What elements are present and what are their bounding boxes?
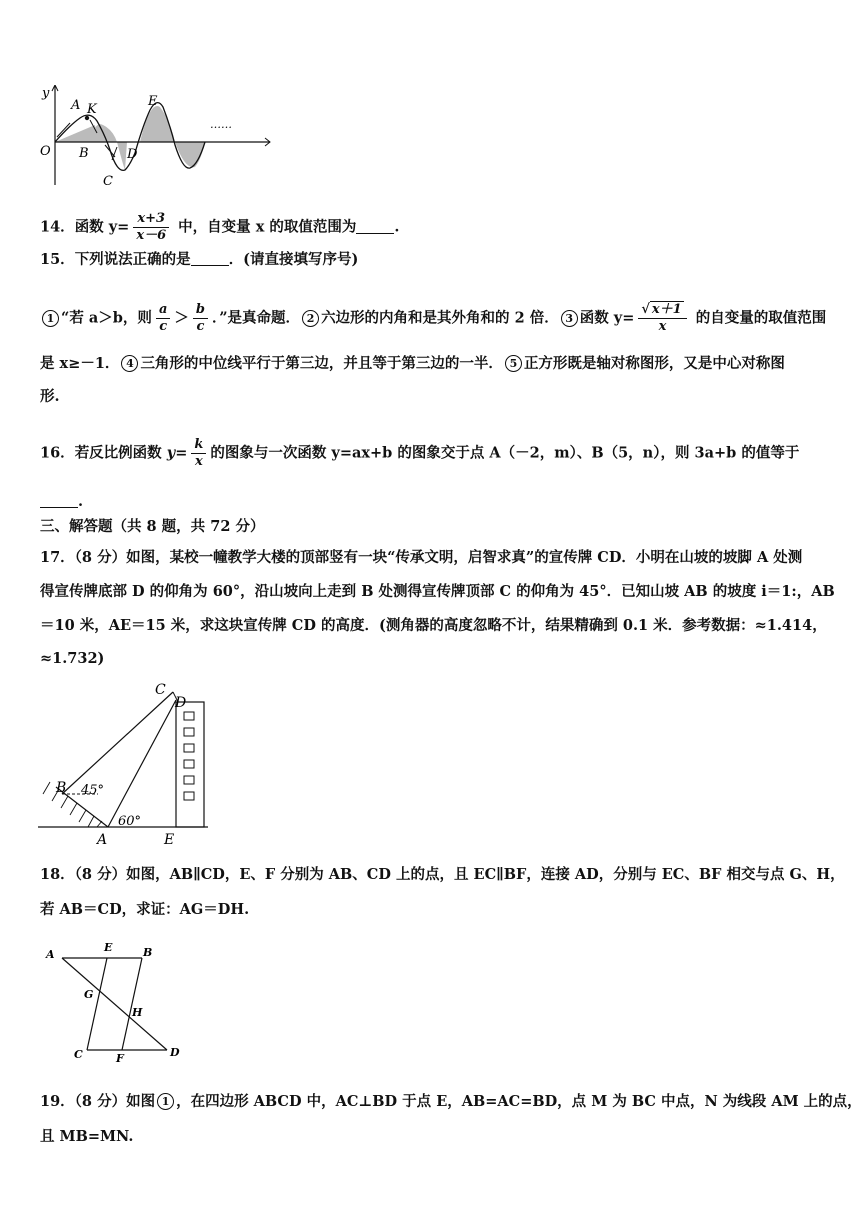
ellipsis: …… [210,118,232,131]
point-k-label: K [87,102,97,117]
q16-post: 的图象与一次函数 y=ax+b 的图象交于点 A（－2，m）、B（5，n），则 3a+b 的值等于 [210,444,800,462]
q16-fraction [191,437,206,470]
q17-line2: 得宣传牌底部 D 的仰角为 60°，沿山坡向上走到 B 处测得宣传牌顶部 C 的仰角为 45°．已知山坡 AB 的坡度 i＝1:，AB [40,583,835,600]
point-g-label: G [84,988,94,1001]
point-e-label: E [104,941,113,954]
q14-post: 中，自变量 x 的取值范围为 [178,218,357,236]
q15-s3-pre: 函数 y= [579,309,635,327]
question-14 [40,211,399,244]
point-a-label: A [71,98,81,113]
q16-number: 16． [40,444,75,462]
point-d-label: D [175,695,187,711]
question-16 [40,437,799,470]
q15-s1-post: ．”是真命题． [211,309,301,327]
q17-line3: ＝10 米，AE＝15 米，求这块宣传牌 CD 的高度．(测角器的高度忽略不计，结果精确到 0.1 米．参考数据：≈1.414， [40,617,827,634]
gt-sign: ＞ [174,309,189,327]
q15-c4: 4 [121,355,138,372]
point-b-label: B [143,946,153,959]
q19-pre: 19．（8 分）如图 [40,1093,156,1110]
section-3-heading: 三、解答题（共 8 题，共 72 分） [40,518,265,535]
question-15 [40,250,358,270]
frac-num: a [156,302,170,319]
point-e-label: E [164,832,175,847]
q15-s4: 三角形的中位线平行于第三边，并且等于第三边的一半． [140,355,503,372]
q15-c3: 3 [561,310,578,327]
q16-eq: = [175,444,188,462]
sqrt-body: x＋1 [651,302,682,317]
q15-s5: 正方形既是轴对称图形，又是中心对称图 [523,355,785,372]
q16-answer-line [40,492,83,512]
q15-tail: ．(请直接填写序号) [228,251,359,268]
q16-pre: 若反比例函数 [74,444,162,462]
q14-numerator: x+3 [133,211,169,228]
q19-line2: 且 MB=MN. [40,1128,134,1145]
point-a-label: A [97,832,108,847]
point-c-label: C [103,174,113,189]
frac-den: x [658,319,667,334]
answer-blank[interactable] [40,493,78,508]
q19-figure-ref: 1 [157,1093,174,1110]
q14-fraction [133,211,169,244]
point-f-label: F [116,1052,124,1065]
q14-end: . [394,218,400,236]
q15-frac-bc [193,302,208,335]
q15-s1-pre: “若 a＞b，则 [61,309,152,327]
origin-label: O [40,144,51,159]
q17-line4: ≈1.732) [40,650,105,667]
angle-60-label: 60° [118,814,142,829]
q17-line1: 17．（8 分）如图，某校一幢教学大楼的顶部竖有一块“传承文明，启智求真”的宣传牌 CD．小明在山坡的坡脚 A 处测 [40,549,803,566]
q15-c2: 2 [302,310,319,327]
point-b-label: B [79,146,89,161]
wave-figure [35,85,275,190]
point-c-label: C [155,682,166,698]
point-d-label: D [170,1046,180,1059]
q19-line1 [40,1092,862,1112]
frac-num: b [193,302,208,319]
q15-line2 [40,354,785,374]
q16-end: . [78,493,84,510]
q15-s3-post: 的自变量的取值范围 [695,309,827,327]
q15-line3: 形. [40,388,60,405]
point-c-label: C [74,1048,83,1061]
frac-den: x [194,454,203,469]
q15-s2: 六边形的内角和是其外角和的 2 倍． [321,309,559,327]
slope-figure [38,682,218,847]
axis-y-label: y [42,86,50,101]
answer-blank[interactable] [356,219,394,234]
q15-line2-a: 是 x≥－1． [40,355,120,372]
frac-num: k [191,437,206,454]
q14-pre: 函数 y= [74,218,130,236]
point-h-label: H [132,1006,143,1019]
point-e-label: E [148,94,158,109]
q18-line1: 18．（8 分）如图，AB∥CD，E、F 分别为 AB、CD 上的点，且 EC∥BF，连接 AD，分别与 EC、BF 相交与点 G、H， [40,866,845,883]
q18-line2: 若 AB＝CD，求证：AG＝DH. [40,901,250,918]
q15-frac-sqrt [638,302,686,335]
point-a-label: A [46,948,55,961]
q15-c5: 5 [505,355,522,372]
q15-number: 15． [40,251,75,268]
frac-den: c [196,319,205,334]
q15-c1: 1 [42,310,59,327]
point-b-label: B [56,780,67,796]
q14-denominator: x－6 [136,228,167,243]
q19-post: ，在四边形 ABCD 中，AC⊥BD 于点 E，AB=AC=BD，点 M 为 BC 中点，N 为线段 AM 上的点， [176,1093,862,1110]
q15-frac-ac [156,302,170,335]
q15-line1 [40,302,826,335]
q15-text: 下列说法正确的是 [74,251,191,268]
frac-num: √ x＋1 [638,302,686,319]
parallelogram-figure [42,940,192,1065]
angle-45-label: 45° [81,783,105,798]
q14-number: 14． [40,218,75,236]
q16-y: y [166,444,176,462]
point-d-label: D [127,147,138,162]
answer-blank[interactable] [191,251,229,266]
frac-den: c [159,319,168,334]
